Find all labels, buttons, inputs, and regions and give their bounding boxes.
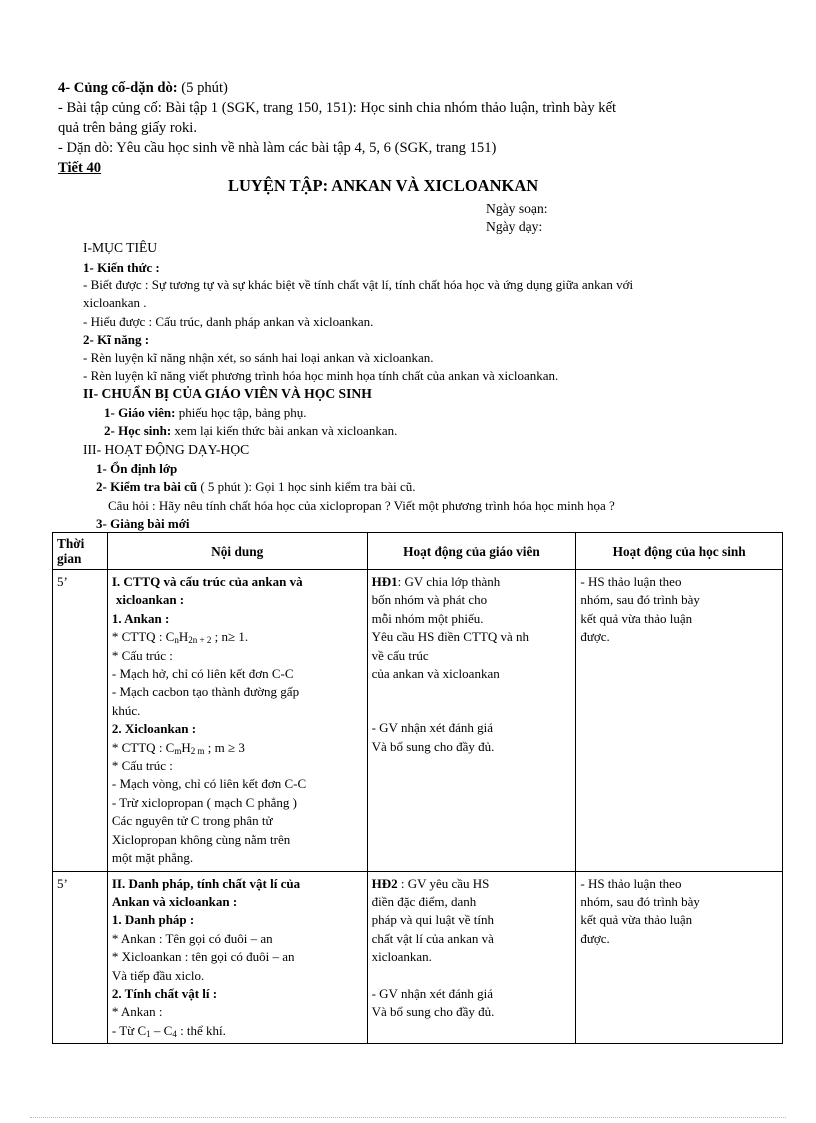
content-line: Các nguyên tử C trong phân tử <box>111 813 273 829</box>
spacer <box>372 701 572 719</box>
teacher-activity-line: chất vật lí của ankan và <box>371 930 494 946</box>
content-line: Và tiếp đầu xiclo. <box>111 967 205 983</box>
teacher-activity-line: điền đặc điểm, danh <box>371 893 477 909</box>
formula-part: * CTTQ : C <box>111 739 175 755</box>
formula-subscript: 2n + 2 <box>188 635 212 646</box>
student-activity-line: kết quả vừa thảo luận <box>580 912 693 928</box>
teacher-activity-line: bốn nhóm và phát cho <box>371 592 488 608</box>
content-heading: I. CTTQ và cấu trúc của ankan và <box>111 574 303 589</box>
section-preparation-heading: II- CHUẨN BỊ CỦA GIÁO VIÊN VÀ HỌC SINH <box>83 386 372 401</box>
student-prep-label: 2- Học sinh: <box>104 423 172 438</box>
header-content: Nội dung <box>107 533 367 570</box>
formula-subscript: n <box>174 635 179 646</box>
student-activity-line: nhóm, sau đó trình bày <box>580 592 700 608</box>
lesson-table <box>52 532 783 1044</box>
header-time: Thời gian <box>53 533 108 570</box>
teacher-activity-line: về cấu trúc <box>371 647 429 663</box>
exercise-line-cont: quả trên bảng giấy roki. <box>58 120 198 136</box>
knowledge-line-1: - Biết được : Sự tương tự và sự khác biệt về tính chất vật lí, tính chất hóa học và ứng dụng giữa ankan với <box>83 277 634 292</box>
content-line: * Cấu trúc : <box>111 758 173 774</box>
student-activity-line: - HS thảo luận theo <box>580 875 682 891</box>
content-line: - Mạch cacbon tạo thành đường gấp <box>111 684 300 700</box>
formula-part: ; m ≥ 3 <box>204 739 245 755</box>
content-line: khúc. <box>111 702 141 718</box>
teacher-prep-line <box>104 404 307 421</box>
teacher-activity-line: mỗi nhóm một phiếu. <box>371 610 484 626</box>
student-prep-line <box>104 422 397 439</box>
content-line: * Cấu trúc : <box>111 647 173 663</box>
formula-subscript: 2 m <box>190 745 205 756</box>
student-activity-line: được. <box>580 629 610 645</box>
section-objectives-heading: I-MỤC TIÊU <box>83 240 158 255</box>
student-prep-text: xem lại kiến thức bài ankan và xicloankan. <box>171 423 398 438</box>
activity-item-2-text: ( 5 phút ): Gọi 1 học sinh kiểm tra bài cũ. <box>197 479 416 494</box>
formula-part: H <box>181 739 191 755</box>
content-line: * Ankan : <box>111 1004 163 1020</box>
formula-part: H <box>178 629 189 645</box>
formula-part: * CTTQ : C <box>111 629 175 645</box>
activity-item-1: 1- Ổn định lớp <box>96 461 178 476</box>
knowledge-line-1b: xicloankan . <box>83 295 147 310</box>
formula-subscript: 4 <box>172 1028 177 1039</box>
skills-heading: 2- Kĩ năng : <box>83 332 150 347</box>
formula-xicloankan <box>112 739 363 757</box>
student-activity-line: - HS thảo luận theo <box>580 574 682 589</box>
content-subheading: 1. Ankan : <box>111 610 170 626</box>
skills-line-1: - Rèn luyện kĩ năng nhận xét, so sánh hai loại ankan và xicloankan. <box>83 350 434 365</box>
activity-item-3: 3- Giảng bài mới <box>96 516 190 531</box>
exercise-line: - Bài tập củng cố: Bài tập 1 (SGK, trang 150, 151): Học sinh chia nhóm thảo luận, trình bày kết <box>58 100 617 116</box>
consolidation-heading <box>58 78 228 98</box>
content-subheading: 2. Tính chất vật lí : <box>111 985 218 1001</box>
activity-label: HĐ1 <box>371 574 398 589</box>
content-heading-cont: Ankan và xicloankan : <box>111 893 238 909</box>
content-heading-cont: xicloankan : <box>115 592 185 608</box>
row-time: 5’ <box>57 574 68 589</box>
content-line: * Ankan : Tên gọi có đuôi – an <box>111 930 273 946</box>
activity-item-2 <box>96 478 416 495</box>
teacher-activity-line <box>372 573 572 591</box>
activity-item-2-label: 2- Kiểm tra bài cũ <box>96 479 198 494</box>
table-row <box>53 570 783 872</box>
formula-subscript: 1 <box>146 1028 151 1039</box>
content-line: Xiclopropan không cùng nằm trên <box>111 831 291 847</box>
row-time: 5’ <box>57 875 68 891</box>
content-line <box>112 1022 363 1040</box>
student-activity-line: được. <box>580 930 610 946</box>
knowledge-heading: 1- Kiến thức : <box>83 260 160 275</box>
student-activity-line: kết quả vừa thảo luận <box>580 610 693 626</box>
teacher-activity-line: Và bổ sung cho đầy đủ. <box>371 1003 495 1019</box>
teacher-activity-line: - GV nhận xét đánh giá <box>371 985 494 1001</box>
spacer <box>372 683 572 701</box>
teacher-activity-line: Yêu cầu HS điền CTTQ và nh <box>371 629 529 645</box>
review-question: Câu hỏi : Hãy nêu tính chất hóa học của xiclopropan ? Viết một phương trình hóa học minh họa ? <box>108 498 615 513</box>
lesson-title: LUYỆN TẬP: ANKAN VÀ XICLOANKAN <box>228 176 539 195</box>
table-header-row <box>53 533 783 570</box>
homework-line: - Dặn dò: Yêu cầu học sinh về nhà làm các bài tập 4, 5, 6 (SGK, trang 151) <box>58 140 497 156</box>
date-prepared: Ngày soạn: <box>486 201 548 216</box>
teacher-prep-label: 1- Giáo viên: <box>104 405 176 420</box>
teacher-activity-line: pháp và qui luật về tính <box>371 912 494 928</box>
section-activities-heading: III- HOẠT ĐỘNG DẠY-HỌC <box>83 442 250 457</box>
content-line: - Trừ xiclopropan ( mạch C phẳng ) <box>111 794 297 810</box>
consolidation-duration: (5 phút) <box>177 80 228 96</box>
header-teacher: Hoạt động của giáo viên <box>367 533 576 570</box>
teacher-activity-text: : GV yêu cầu HS <box>397 875 490 891</box>
page-bottom-divider <box>30 1117 786 1118</box>
knowledge-line-2: - Hiểu được : Cấu trúc, danh pháp ankan và xicloankan. <box>83 314 374 329</box>
teacher-activity-line: của ankan và xicloankan <box>371 666 500 682</box>
content-heading: II. Danh pháp, tính chất vật lí của <box>111 875 301 891</box>
student-activity-line: nhóm, sau đó trình bày <box>580 893 700 909</box>
teacher-activity-line <box>372 875 572 893</box>
skills-line-2: - Rèn luyện kĩ năng viết phương trình hóa học minh họa tính chất của ankan và xicloankan. <box>83 368 559 383</box>
content-subheading: 1. Danh pháp : <box>111 912 195 928</box>
content-line: - Mạch hở, chỉ có liên kết đơn C-C <box>111 666 294 682</box>
consolidation-label: 4- Củng cố-dặn dò: <box>58 80 178 96</box>
formula-part: ; n≥ 1. <box>211 629 249 645</box>
formula-subscript: m <box>174 745 182 756</box>
lesson-number: Tiết 40 <box>58 160 102 176</box>
teacher-activity-line: - GV nhận xét đánh giá <box>371 720 494 736</box>
teacher-prep-text: phiếu học tập, bảng phụ. <box>175 405 307 420</box>
formula-part: : thể khí. <box>176 1022 226 1038</box>
table-row <box>53 871 783 1044</box>
spacer <box>372 967 572 985</box>
teacher-activity-line: xicloankan. <box>371 949 432 965</box>
formula-part: - Từ C <box>111 1022 147 1038</box>
teacher-activity-line: Và bổ sung cho đầy đủ. <box>371 738 495 754</box>
formula-part: – C <box>150 1022 173 1038</box>
date-taught: Ngày dạy: <box>486 219 543 234</box>
content-line: * Xicloankan : tên gọi có đuôi – an <box>111 949 295 965</box>
content-subheading: 2. Xicloankan : <box>111 721 197 737</box>
activity-label: HĐ2 <box>371 875 398 891</box>
content-line: một mặt phẳng. <box>111 850 194 866</box>
content-line: - Mạch vòng, chỉ có liên kết đơn C-C <box>111 776 307 792</box>
formula-ankan <box>112 628 363 646</box>
header-student: Hoạt động của học sinh <box>576 533 783 570</box>
teacher-activity-text: : GV chia lớp thành <box>397 574 501 589</box>
